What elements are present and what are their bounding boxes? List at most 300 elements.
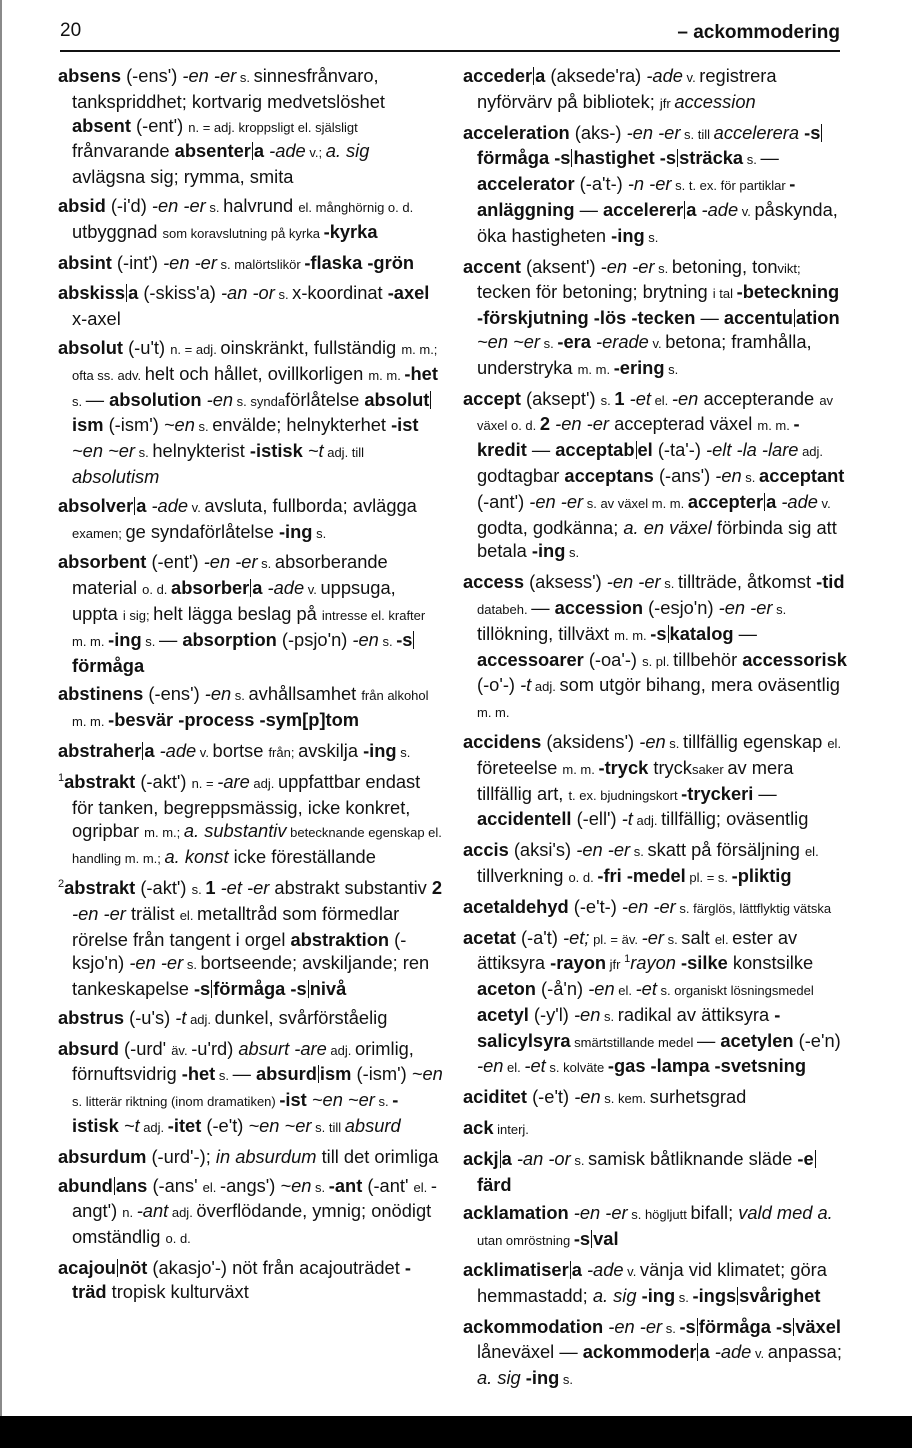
headword-text: -het xyxy=(181,1063,216,1085)
grammar-note: m. m. xyxy=(477,705,510,721)
grammar-note: el. xyxy=(413,1179,431,1195)
grammar-note: s. xyxy=(236,70,254,85)
definition-text: (-ent') xyxy=(146,551,204,573)
definition-text: avhållsamhet xyxy=(248,683,362,705)
grammar-note: s. xyxy=(675,1289,693,1305)
headword-text: 2 xyxy=(539,413,551,435)
definition-text: tillfällig egenskap xyxy=(683,730,828,752)
headword-text: acceptans xyxy=(564,464,654,486)
dictionary-entry-abstinens xyxy=(58,682,443,734)
grammar-note: v. xyxy=(188,499,205,515)
inflection-text: -en -er xyxy=(603,1315,663,1337)
definition-text: (-urd' xyxy=(118,1037,172,1059)
definition-text: — xyxy=(526,439,556,461)
definition-text: (-ant') xyxy=(477,490,530,512)
grammar-note: pl. = s. xyxy=(685,869,732,885)
definition-text: icke föreställande xyxy=(228,846,376,868)
definition-text: (-int') xyxy=(111,251,164,273)
headword-text: ackj xyxy=(463,1147,499,1169)
headword-text: absorption xyxy=(182,628,277,650)
syllable-divider xyxy=(636,441,637,459)
grammar-note: adj. xyxy=(632,813,662,829)
definition-text: (-u's) xyxy=(124,1006,176,1028)
inflection-text: -en -er xyxy=(600,255,655,277)
headword-text: a xyxy=(699,1341,710,1363)
grammar-note: s. xyxy=(630,844,648,860)
grammar-note: el. xyxy=(714,931,733,947)
headword-text: -istisk xyxy=(72,1089,399,1137)
definition-text: metalltråd som förmedlar rörelse från tangent i orgel xyxy=(72,902,400,950)
inflection-text: -et xyxy=(635,978,657,1000)
syllable-divider xyxy=(794,309,795,327)
headword-text: -het xyxy=(404,362,438,384)
definition-text: (-a't) xyxy=(515,926,564,948)
inflection-text: -en -er xyxy=(606,571,661,593)
headword-text: absens xyxy=(58,65,122,86)
grammar-note: s. xyxy=(141,633,159,649)
definition-text: samisk båtliknande släde xyxy=(588,1147,798,1169)
headword-text: -ing xyxy=(520,1367,560,1389)
grammar-note: vikt; xyxy=(777,260,801,276)
syllable-divider xyxy=(821,124,822,142)
inflection-text: -en -er xyxy=(72,902,126,924)
definition-text: halvrund xyxy=(223,194,299,216)
headword-text: katalog xyxy=(669,622,734,644)
inflection-text: -ade xyxy=(709,1341,752,1363)
grammar-note: v. xyxy=(682,70,700,85)
grammar-note: s. till xyxy=(680,126,714,142)
headword-text: acceder xyxy=(463,65,533,86)
headword-text: -era xyxy=(557,330,591,352)
grammar-note: o. d. xyxy=(142,582,172,598)
definition-text: dunkel, svårförståelig xyxy=(214,1006,388,1028)
definition-text: (-ksjo'n) xyxy=(72,928,407,974)
grammar-note: adj. xyxy=(798,444,824,460)
dictionary-entry-ack xyxy=(463,1116,848,1142)
definition-text: — xyxy=(232,1063,256,1085)
grammar-note: n. = xyxy=(191,775,218,791)
grammar-note: v. xyxy=(196,744,213,760)
inflection-text: -en xyxy=(204,683,232,705)
dictionary-entry-abstrus xyxy=(58,1006,443,1032)
grammar-note: s. xyxy=(378,633,397,649)
definition-text: (-ism') xyxy=(351,1063,412,1085)
headword-text: ackommodation xyxy=(463,1315,604,1337)
definition-text: helt lägga beslag på xyxy=(153,602,322,624)
definition-text: (akasjo'-) nöt från acajouträdet xyxy=(147,1257,405,1279)
definition-text: (-a't-) xyxy=(574,173,628,195)
definition-text: oinskränkt, fullständig xyxy=(220,336,402,358)
headword-text: accessorisk xyxy=(742,648,847,670)
inflection-text: -ade xyxy=(776,490,818,512)
syllable-divider xyxy=(500,1150,501,1168)
grammar-note: m. m.; xyxy=(144,825,184,841)
page-header xyxy=(60,18,840,48)
inflection-text: rayon xyxy=(630,952,676,974)
definition-text: surhetsgrad xyxy=(649,1086,747,1108)
definition-text: till det orimliga xyxy=(316,1145,439,1167)
inflection-text: absolutism xyxy=(72,465,160,487)
definition-text: överflödande, ymnig; onödigt omständlig xyxy=(72,1200,432,1248)
grammar-note: s. xyxy=(741,469,760,485)
headword-text: -ing xyxy=(636,1284,676,1306)
headword-text: abstinens xyxy=(58,683,144,705)
grammar-note: s. xyxy=(257,556,275,572)
headword-text: -itet xyxy=(167,1115,202,1137)
inflection-text: a. sig xyxy=(477,1367,521,1389)
dictionary-entry-acklimatisera xyxy=(463,1258,848,1310)
definition-text: tillträde, åtkomst xyxy=(677,571,817,593)
dictionary-entry-abstrakt-2 xyxy=(58,876,443,1001)
dictionary-entry-accent xyxy=(463,255,848,382)
dictionary-entry-acetat xyxy=(463,926,848,1081)
inflection-text: in absurdum xyxy=(215,1145,317,1167)
headword-text: absenter xyxy=(174,140,251,162)
grammar-note: äv. xyxy=(171,1042,192,1058)
inflection-text: ~en ~er xyxy=(306,1089,375,1111)
grammar-note: s. kem. xyxy=(600,1091,650,1107)
inflection-text: ~en ~er xyxy=(477,330,541,352)
grammar-note: n. = adj. kroppsligt el. själsligt xyxy=(188,119,358,135)
grammar-note: el. månghörnig o. d. xyxy=(298,199,414,215)
running-head: – ackommodering xyxy=(677,22,840,43)
definition-text: -u'rd) xyxy=(191,1037,239,1059)
headword-text: absorbent xyxy=(58,551,147,573)
inflection-text: -are xyxy=(217,770,250,792)
grammar-note: s. till xyxy=(311,1120,345,1136)
headword-text: -kredit xyxy=(477,413,800,461)
headword-text: val xyxy=(593,1228,619,1250)
headword-text: ism xyxy=(319,1063,352,1085)
grammar-note: adj. xyxy=(531,679,560,695)
definition-text: orimlig, förnuftsvidrig xyxy=(72,1037,414,1085)
grammar-note: s. malörtslikör xyxy=(216,256,305,272)
inflection-text: -en -er xyxy=(203,551,258,573)
dictionary-entry-absint xyxy=(58,251,443,277)
grammar-note: databeh. xyxy=(477,601,532,617)
dictionary-entry-acajounöt xyxy=(58,1256,443,1304)
grammar-note: s. xyxy=(644,229,659,245)
definition-text: salt xyxy=(681,926,715,948)
headword-text: abstrakt xyxy=(64,876,136,898)
headword-text: -rayon xyxy=(550,952,607,974)
grammar-note: s. pl. xyxy=(642,653,674,669)
headword-text: sträcka xyxy=(679,147,744,169)
grammar-note: v. xyxy=(751,1346,768,1362)
headword-text: -anläggning xyxy=(477,173,796,220)
grammar-note: s. xyxy=(600,1008,618,1024)
grammar-note: s. xyxy=(654,260,672,276)
dictionary-entry-abstrahera xyxy=(58,739,443,765)
definition-text: anpassa; xyxy=(767,1341,842,1363)
definition-text: — xyxy=(760,147,779,169)
homonym-number: 1 xyxy=(624,953,631,966)
inflection-text: -en -er xyxy=(163,251,217,273)
grammar-note: m. m. xyxy=(368,367,405,383)
dictionary-entry-absurd xyxy=(58,1037,443,1140)
definition-text: -angt') xyxy=(72,1174,437,1222)
headword-text: svårighet xyxy=(739,1284,821,1306)
headword-text: -pliktig xyxy=(731,864,792,886)
grammar-note: n. xyxy=(122,1205,137,1221)
definition-text: (-psjo'n) xyxy=(276,628,353,650)
inflection-text: ~t xyxy=(302,440,324,462)
definition-text: avskilja xyxy=(298,739,364,761)
grammar-note: s. xyxy=(194,419,213,435)
headword-text: accepter xyxy=(687,490,764,512)
inflection-text: -en xyxy=(201,388,234,410)
grammar-note: m. m. xyxy=(577,361,614,377)
grammar-note: s. xyxy=(396,744,411,760)
headword-text: absorber xyxy=(171,577,250,599)
headword-text: absolut xyxy=(58,336,124,358)
headword-text: abstrakt xyxy=(64,770,136,792)
grammar-note: interj. xyxy=(493,1122,529,1138)
grammar-note: saker xyxy=(691,761,728,777)
headword-text: förmåga -s xyxy=(213,978,307,1000)
definition-text: (aksede'ra) xyxy=(545,65,647,86)
definition-text: godta, godkänna; xyxy=(477,516,624,538)
dictionary-entry-ackommodation xyxy=(463,1315,848,1392)
definition-text: (-urd'-); xyxy=(146,1145,216,1167)
headword-text: absid xyxy=(58,194,106,216)
definition-text: — xyxy=(574,198,603,220)
headword-text: ism xyxy=(72,414,104,436)
grammar-note: s. litterär riktning (inom dramatiken) xyxy=(72,1094,280,1110)
definition-text: konstsilke xyxy=(727,952,814,974)
inflection-text: ~en ~er xyxy=(248,1115,312,1137)
grammar-note: s. högljutt xyxy=(627,1207,691,1223)
inflection-text: -ade xyxy=(154,739,197,761)
grammar-note: s. xyxy=(312,525,327,541)
definition-text: förlåtelse xyxy=(285,388,365,410)
definition-text: tryck xyxy=(648,756,692,778)
headword-text: acajou xyxy=(58,1257,116,1279)
dictionary-entry-abundans xyxy=(58,1174,443,1251)
headword-text: 2 xyxy=(431,876,443,898)
grammar-note: el. xyxy=(202,1179,221,1195)
headword-text: absolution xyxy=(109,388,202,410)
headword-text: -s xyxy=(650,622,667,644)
inflection-text: -en -er xyxy=(529,490,584,512)
grammar-note: s. xyxy=(231,688,249,704)
headword-text: a xyxy=(766,490,777,512)
grammar-note: s. xyxy=(183,957,201,973)
headword-text: accidentell xyxy=(477,808,572,830)
grammar-note: s. xyxy=(665,735,684,751)
definition-text: godtagbar xyxy=(477,464,565,486)
headword-text: -s xyxy=(396,628,413,650)
headword-text: accession xyxy=(554,596,644,618)
headword-text: a xyxy=(128,282,139,304)
headword-text: -ant xyxy=(328,1174,363,1196)
headword-text: absurd xyxy=(58,1037,119,1059)
definition-text: (-skiss'a) xyxy=(138,282,221,304)
definition-text: (-ent') xyxy=(130,114,189,136)
definition-text: (-ell') xyxy=(571,808,622,830)
page-left-edge xyxy=(0,0,2,1416)
grammar-note: s. kolväte xyxy=(545,1060,608,1076)
grammar-note: m. m. xyxy=(757,418,794,434)
dictionary-entry-absolvera xyxy=(58,494,443,546)
syllable-divider xyxy=(430,391,431,409)
definition-text: (-e't-) xyxy=(568,895,622,917)
definition-text: (-i'd) xyxy=(105,194,152,216)
definition-text: x-axel xyxy=(72,308,121,330)
inflection-text: -ade xyxy=(264,140,306,162)
inflection-text: -elt -la -lare xyxy=(706,439,799,461)
headword-text: accent xyxy=(463,255,521,277)
inflection-text: ~en xyxy=(411,1063,443,1085)
syllable-divider xyxy=(815,1150,816,1168)
grammar-note: jfr xyxy=(659,95,675,111)
definition-text: påskynda, öka hastigheten xyxy=(477,198,838,246)
definition-text: (-o'-) xyxy=(477,674,521,696)
inflection-text: -en xyxy=(574,1086,601,1108)
grammar-note: s. synda xyxy=(233,393,286,409)
inflection-text: -ade xyxy=(581,1259,624,1281)
definition-text: (-ens') xyxy=(121,65,183,86)
definition-text: (-ant' xyxy=(362,1174,414,1196)
headword-text: aceton xyxy=(477,978,536,1000)
dictionary-entry-absurdum xyxy=(58,1145,443,1169)
dictionary-entry-accept xyxy=(463,387,848,566)
headword-text: -träd xyxy=(72,1257,411,1302)
headword-text: abund xyxy=(58,1174,113,1196)
headword-text: -flaska -grön xyxy=(304,251,415,273)
definition-text: (-e't) xyxy=(201,1115,249,1137)
definition-text: (-ens') xyxy=(143,683,205,705)
definition-text: (-å'n) xyxy=(535,978,589,1000)
headword-text: -ing xyxy=(363,739,397,761)
definition-text: uppsuga, uppta xyxy=(72,577,396,624)
homonym-number: 1 xyxy=(58,771,65,784)
dictionary-entry-absolut xyxy=(58,336,443,489)
inflection-text: -et xyxy=(624,387,651,409)
inflection-text: -en -er xyxy=(129,952,184,974)
definition-text: (aksidens') xyxy=(541,730,640,752)
definition-text: — xyxy=(733,622,757,644)
grammar-note: adj. xyxy=(249,775,278,791)
inflection-text: -er xyxy=(641,926,664,948)
dictionary-entry-abstrakt-1 xyxy=(58,770,443,871)
headword-text: -s xyxy=(573,1228,591,1250)
grammar-note: v.; xyxy=(305,145,326,161)
grammar-note: s. xyxy=(600,392,615,408)
headword-text: aciditet xyxy=(463,1086,528,1108)
headword-text: el xyxy=(637,439,653,461)
inflection-text: -en -er xyxy=(626,121,681,143)
grammar-note: adj. xyxy=(186,1011,215,1027)
definition-text: låneväxel — xyxy=(477,1341,583,1363)
syllable-divider xyxy=(413,631,414,649)
headword-text: acceptant xyxy=(759,464,845,486)
inflection-text: -et -er xyxy=(215,876,270,898)
definition-text: företeelse xyxy=(477,756,563,778)
definition-text: utbyggnad xyxy=(72,220,163,242)
headword-text: abstraktion xyxy=(290,928,390,950)
definition-text: radikal av ättiksyra xyxy=(617,1003,775,1025)
headword-text: -istisk xyxy=(249,440,303,462)
definition-text: som utgör bihang, mera oväsentlig xyxy=(559,674,840,696)
inflection-text: -en -er xyxy=(550,413,609,435)
definition-text: (aksept') xyxy=(520,387,601,409)
headword-text: absint xyxy=(58,251,112,273)
headword-text: a xyxy=(535,65,546,86)
inflection-text: -en xyxy=(477,1055,504,1077)
grammar-note: el. xyxy=(827,735,842,751)
syllable-divider xyxy=(764,493,765,511)
headword-text: absolver xyxy=(58,494,134,516)
definition-text: (-akt') xyxy=(135,770,192,792)
grammar-note: pl. = äv. xyxy=(589,931,642,947)
headword-text: ackommoder xyxy=(582,1341,697,1363)
inflection-text: -ade xyxy=(146,494,189,516)
headword-text: a xyxy=(253,140,265,162)
grammar-note: s. xyxy=(559,1372,574,1388)
inflection-text: ~en xyxy=(163,414,195,436)
definition-text: (-e'n) xyxy=(793,1029,841,1051)
grammar-note: adj. xyxy=(326,1042,355,1058)
headword-text: -beteckning -förskjutning -lös -tecken xyxy=(477,281,840,329)
inflection-text: vald med a. xyxy=(738,1202,833,1224)
headword-text: abskiss xyxy=(58,282,126,304)
grammar-note: s. xyxy=(660,576,678,592)
headword-text: ack xyxy=(463,1117,494,1139)
definition-text: absorberande material xyxy=(72,551,388,599)
grammar-note: från; xyxy=(268,744,299,760)
headword-text: -ist xyxy=(391,414,419,436)
headword-text: -s xyxy=(799,121,821,143)
inflection-text: -en xyxy=(588,978,615,1000)
inflection-text: -en xyxy=(352,628,379,650)
definition-text: registrera nyförvärv på bibliotek; xyxy=(477,65,777,112)
headword-text: -tryckeri xyxy=(681,782,754,804)
grammar-note: smärtstillande medel xyxy=(570,1034,697,1050)
syllable-divider xyxy=(318,1065,319,1083)
definition-text: (-oa'-) xyxy=(583,648,643,670)
inflection-text: a. en växel xyxy=(623,516,712,538)
dictionary-entry-accidens xyxy=(463,730,848,833)
definition-text: (aks-) xyxy=(569,121,627,143)
syllable-divider xyxy=(252,142,253,160)
headword-text: -s xyxy=(679,1315,696,1337)
syllable-divider xyxy=(114,1177,115,1195)
definition-text: tillfällig; oväsentlig xyxy=(661,808,809,830)
headword-text: -s xyxy=(193,978,211,1000)
definition-text: ge syndaförlåtelse xyxy=(125,520,279,542)
grammar-note: i tal xyxy=(712,286,737,302)
headword-text: -ing xyxy=(108,628,142,650)
headword-text: acceleration xyxy=(463,121,570,143)
definition-text: accepterad växel xyxy=(608,413,758,435)
grammar-note: som koravslutning på kyrka xyxy=(162,225,324,241)
grammar-note: adj. xyxy=(168,1205,197,1221)
header-rule xyxy=(60,50,840,52)
grammar-note: el. xyxy=(650,392,672,408)
definition-text: (aksent') xyxy=(520,255,601,277)
inflection-text: -en -er xyxy=(576,839,631,861)
definition-text: frånvarande xyxy=(72,140,175,162)
grammar-note: m. m.; ofta ss. adv. xyxy=(72,341,438,383)
inflection-text: accession xyxy=(674,90,756,112)
definition-text: betona; framhålla, understryka xyxy=(477,330,812,378)
headword-text: nivå xyxy=(309,978,347,1000)
definition-text: (aksess') xyxy=(524,571,607,593)
headword-text: -tid xyxy=(816,571,845,593)
grammar-note: s. xyxy=(274,287,293,303)
inflection-text: -t xyxy=(621,808,633,830)
